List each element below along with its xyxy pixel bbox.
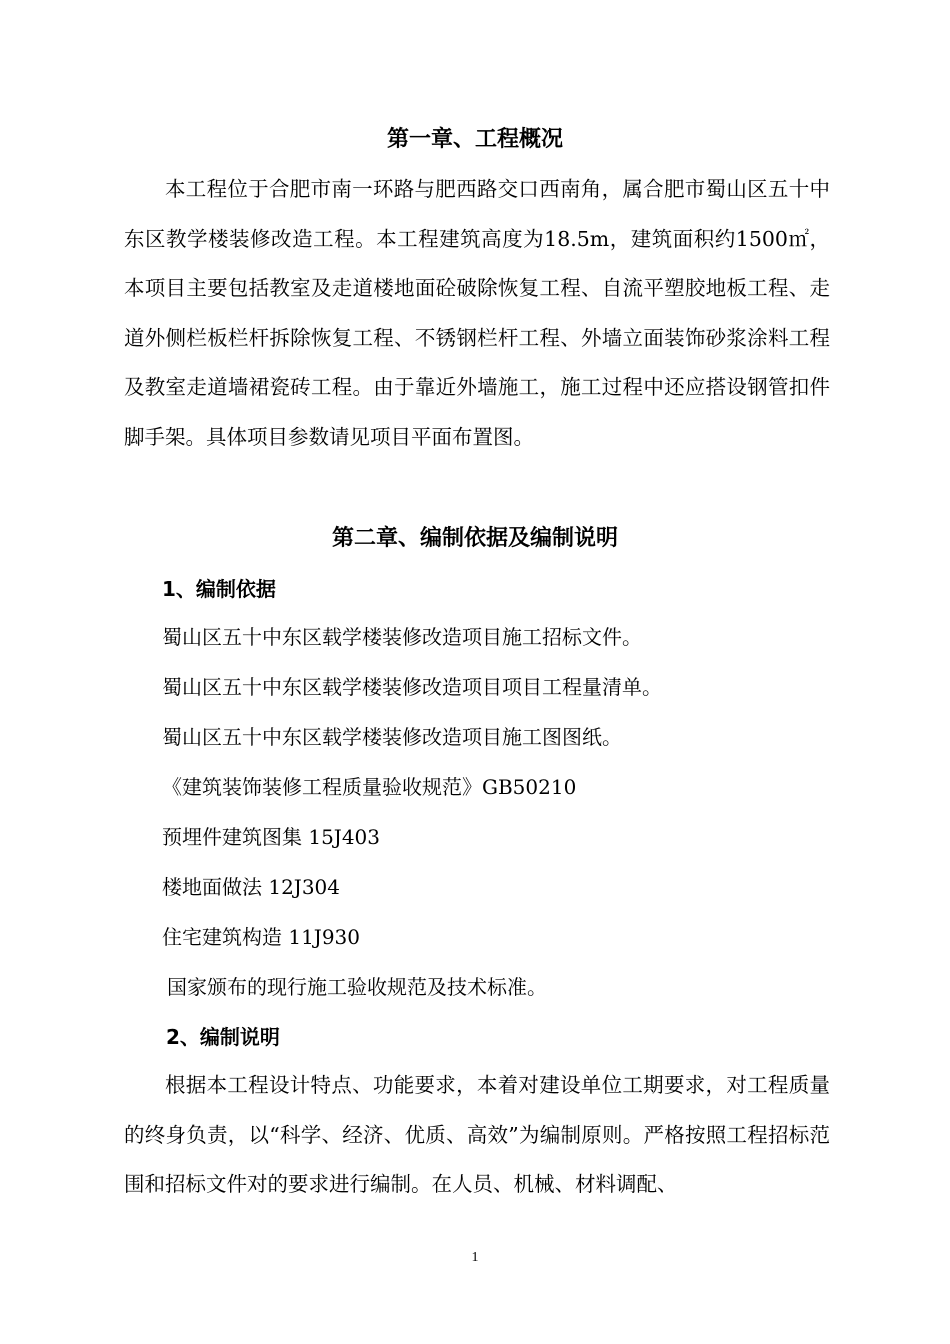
chapter-1-title: 第一章、工程概况 <box>386 127 563 152</box>
reference-item: 蜀山区五十中东区载学楼装修改造项目项目工程量清单。 <box>162 675 662 699</box>
chapter-1-paragraph: 本工程位于合肥市南一环路与肥西路交口西南角，属合肥市蜀山区五十中东区教学楼装修改造工程。本工程建筑高度为18.5m，建筑面积约1500㎡，本项目主要包括教室及走道楼地面砼破除恢复工程、自流平塑胶地板工程、走道外侧栏板栏杆拆除恢复工程、不锈钢栏杆工程、外墙立面装饰砂浆涂料工程及教室走道墙裙瓷砖工程。由于靠近外墙施工，施工过程中还应搭设钢管扣件脚手架。具体项目参数请见项目平面布置图。 <box>124 177 830 449</box>
reference-item: 蜀山区五十中东区载学楼装修改造项目施工招标文件。 <box>162 625 642 649</box>
chapter-2-title: 第二章、编制依据及编制说明 <box>331 526 618 551</box>
reference-item: 住宅建筑构造 11J930 <box>162 925 360 949</box>
page-number: 1 <box>471 1250 479 1265</box>
reference-item: 蜀山区五十中东区载学楼装修改造项目施工图图纸。 <box>162 725 622 749</box>
section-2-title: 2、编制说明 <box>166 1025 280 1049</box>
section-2-paragraph: 根据本工程设计特点、功能要求，本着对建设单位工期要求，对工程质量的终身负责，以“科学、经济、优质、高效”为编制原则。严格按照工程招标范围和招标文件对的要求进行编制。在人员、机械、材料调配、 <box>124 1073 830 1196</box>
reference-item: 预埋件建筑图集 15J403 <box>162 825 380 849</box>
reference-item: 国家颁布的现行施工验收规范及技术标准。 <box>167 975 547 999</box>
section-1-title: 1、编制依据 <box>162 577 276 601</box>
reference-item: 《建筑装饰装修工程质量验收规范》GB50210 <box>162 775 577 799</box>
reference-list <box>162 622 662 1022</box>
reference-item: 楼地面做法 12J304 <box>162 875 340 899</box>
